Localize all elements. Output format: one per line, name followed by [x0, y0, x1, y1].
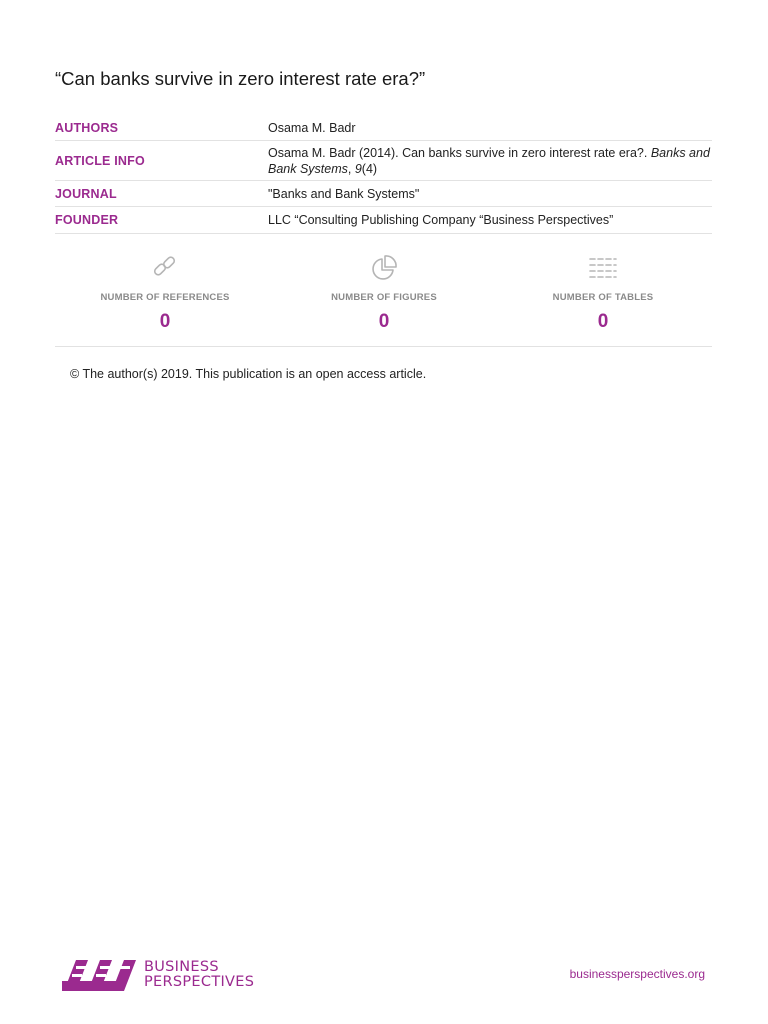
figures-count: 0: [378, 311, 390, 332]
article-info-separator: ,: [347, 161, 355, 176]
brand-line1: BUSINESS: [144, 959, 219, 975]
tables-label: NUMBER OF TABLES: [552, 292, 654, 303]
copyright-notice: © The author(s) 2019. This publication is an open access article.: [70, 367, 427, 381]
tables-count: 0: [597, 311, 609, 332]
references-stat: [55, 252, 275, 333]
figures-label: NUMBER OF FIGURES: [331, 292, 437, 303]
metadata-table: [55, 116, 712, 234]
authors-row: [55, 116, 712, 141]
article-info-journal: Banks and Bank Systems: [268, 145, 710, 176]
authors-label: AUTHORS: [55, 121, 119, 135]
journal-row: [55, 181, 712, 207]
table-icon: [493, 252, 713, 286]
link-icon: [55, 252, 275, 286]
brand-line2: PERSPECTIVES: [144, 974, 255, 990]
pie-chart-icon: [274, 252, 494, 286]
website-link[interactable]: businessperspectives.org: [569, 967, 705, 981]
article-title: “Can banks survive in zero interest rate era?”: [55, 68, 426, 89]
authors-value: Osama M. Badr: [268, 121, 356, 135]
article-info-row: [55, 141, 712, 181]
article-info-label: ARTICLE INFO: [55, 153, 145, 168]
article-info-volume: 9: [354, 161, 362, 176]
references-count: 0: [159, 311, 171, 332]
founder-row: [55, 207, 712, 234]
references-label: NUMBER OF REFERENCES: [100, 292, 230, 303]
founder-label: FOUNDER: [55, 213, 119, 227]
business-perspectives-logo: [62, 956, 138, 994]
figures-stat: [274, 252, 494, 333]
brand-name: [144, 960, 254, 990]
journal-label: JOURNAL: [55, 186, 117, 201]
tables-stat: [493, 252, 713, 333]
article-stats: [55, 252, 712, 347]
article-info-issue: (4): [361, 161, 378, 176]
journal-value: "Banks and Bank Systems": [268, 186, 420, 201]
article-info-value: [268, 145, 712, 177]
publisher-logo: [62, 956, 254, 994]
founder-value: LLC “Consulting Publishing Company “Business Perspectives”: [268, 213, 614, 227]
article-info-citation: Osama M. Badr (2014). Can banks survive in zero interest rate era?.: [268, 145, 648, 160]
